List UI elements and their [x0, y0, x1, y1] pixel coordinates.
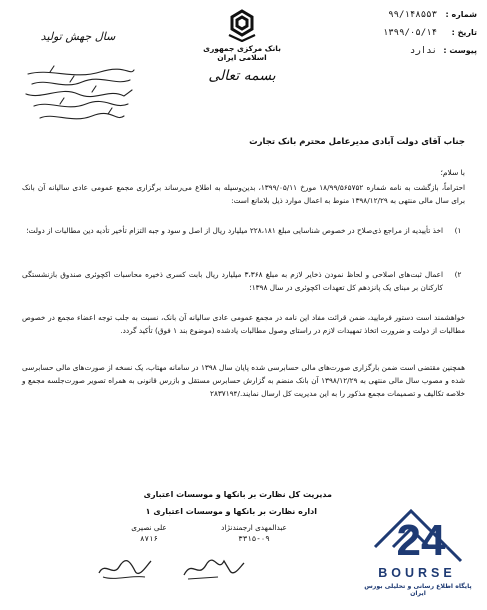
letter-intro: احتراماً، بازگشت به نامه شماره ۱۸/۹۹/۵۶۵۷۵۲ مورخ ۱۳۹۹/۰۵/۱۱، بدین‌وسیله به اطلاع می‌رساند برگزاری مجمع عمومی عادی سالیانه آن بانک برای سال مالی منتهی به ۱۳۹۸/۱۲/۲۹ منوط به اعمال موارد ذیل بلامانع است:	[22, 183, 465, 205]
signer-2-name: علی نصیری	[131, 523, 167, 532]
date-label: تاریخ :	[451, 28, 477, 37]
bismillah-text: بسمه تعالی	[208, 68, 276, 84]
signer-1-name: عبدالمهدی ارجمندنژاد	[221, 523, 287, 532]
bourse-number: 24	[396, 516, 446, 565]
item-number: ۱)	[454, 226, 462, 235]
number-label: شماره :	[445, 10, 477, 19]
bourse-word: BOURSE	[378, 566, 456, 580]
attachment-value: ندارد	[409, 46, 437, 56]
list-item	[22, 224, 465, 237]
item-number: ۲)	[454, 270, 462, 279]
signature-1-icon	[178, 553, 248, 583]
item-text: اعمال ثبت‌های اصلاحی و لحاظ نمودن ذخایر لازم به مبلغ ۳،۳۶۸ میلیارد ریال بابت کسری ذخیره محاسبات اکچوئری صندوق بازنشستگی کارکنان بر مبنای یک پانزدهم کل تعهدات اکچوئری در سال ۱۳۹۸؛	[22, 270, 443, 292]
central-bank-logo-icon	[225, 8, 259, 42]
bank-logo-block	[198, 8, 286, 84]
signer-2	[109, 523, 189, 543]
letter-meta	[327, 10, 477, 64]
letter-closing: همچنین مقتضی است ضمن بارگزاری صورت‌های مالی حسابرسی شده پایان سال ۱۳۹۸ در سامانه مهتاب، یک نسخه از صورت‌های مالی حسابرسی شده و مصوب سال مالی منتهی به ۱۳۹۸/۱۲/۲۹ آن بانک منضم به گزارش حسابرس مستقل و بازرس قانونی به همراه تصویر صورت‌جلسه مجمع و خلاصه تکالیف و تصمیمات مجمع مذکور را به این مدیریت کل ارسال نمایند./۲۸۳۷۱۹۴	[22, 363, 465, 398]
bourse-caption: پایگاه اطلاع رسانی و تحلیلی بورس ایران	[364, 583, 472, 597]
letter-date: ۱۳۹۹/۰۵/۱۴	[382, 28, 437, 38]
date-row	[327, 28, 477, 42]
number-row	[327, 10, 477, 24]
year-motto: سال جهش تولید	[40, 30, 116, 43]
letter-salutation: با سلام؛	[440, 168, 465, 177]
item-text: اخذ تأییدیه از مراجع ذی‌صلاح در خصوص شناسایی مبلغ ۲۲۸،۱۸۱ میلیارد ریال از اصل و سود و جبه التزام تأخیر تأدیه دین مطالبات از دولت؛	[26, 226, 443, 235]
department-title-2: اداره نظارت بر بانکها و موسسات اعتباری ۱	[145, 507, 317, 516]
attachment-row	[327, 46, 477, 60]
list-item	[22, 268, 465, 294]
signer-2-code: ۸۷۱۶	[139, 534, 159, 543]
department-title-1: مدیریت کل نظارت بر بانکها و موسسات اعتباری	[143, 490, 332, 499]
letter-recipient: جناب آقای دولت آبادی مدیرعامل محترم بانک تجارت	[249, 137, 465, 147]
calligraphy-stamp-icon	[20, 64, 140, 130]
attachment-label: پیوست :	[443, 46, 477, 55]
signer-1-code: ۳۳۱۵-۰۹	[238, 534, 270, 543]
signer-1	[199, 523, 309, 543]
letter-number: ۹۹/۱۴۸۵۵۳	[388, 10, 437, 20]
signature-2-icon	[95, 553, 155, 583]
letter-request: خواهشمند است دستور فرمایید، ضمن قرائت مفاد این نامه در مجمع عمومی عادی سالیانه آن بانک، نسبت به جلب توجه اعضاء مجمع در خصوص مطالبات از دولت و ضرورت اتخاذ تمهیدات لازم در راستای وصول مطالبات یادشده (موضوع بند ۱ فوق) تأکید گردد.	[22, 313, 465, 335]
bank-name: بانک مرکزی جمهوری اسلامی ایران	[203, 44, 281, 62]
